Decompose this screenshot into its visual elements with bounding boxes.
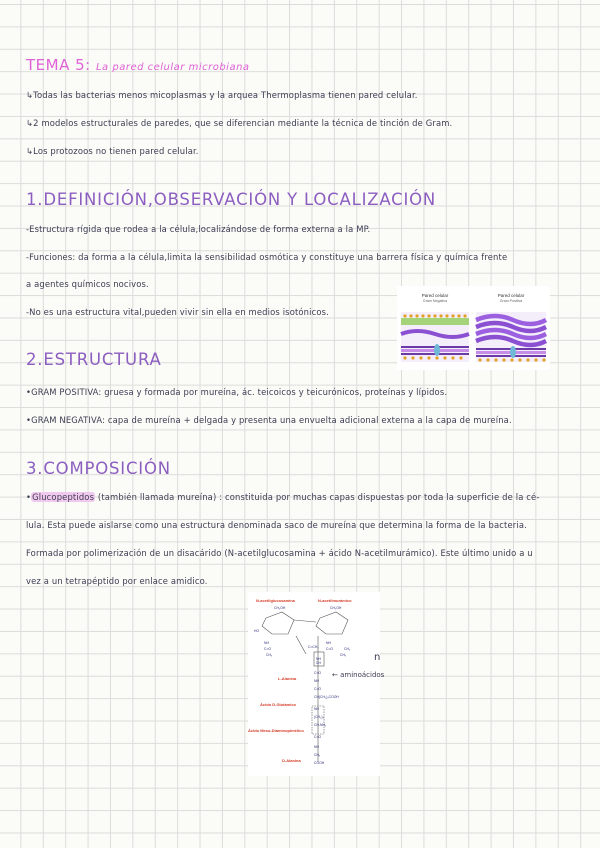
intro-line-2: ↳2 modelos estructurales de paredes, que se diferencian mediante la técnica de tinción de Gram. [26,118,453,128]
s3-line-1-rest: (también llamada mureína) : constituida por muchas capas dispuestas por toda la superficie de la cé- [95,492,540,502]
intro-line-1: ↳Todas las bacterias menos micoplasmas y la arquea Thermoplasma tienen pared celular. [26,90,418,100]
wall-left-sub: Gram Negativa [422,299,448,303]
title-subtitle: La pared celular microbiana [95,62,250,73]
svg-text:CH₃: CH₃ [266,653,273,657]
nag-label: N-acetilglucosamina [256,598,295,603]
peptidoglycan-structure [248,592,380,776]
svg-text:C=O: C=O [314,671,322,675]
svg-text:C=O: C=O [326,647,334,651]
svg-text:NH: NH [314,679,319,683]
wall-left-title: Pared celular [421,293,449,298]
s1-line-4: -No es una estructura vital,pueden vivir sin ella en medios isotónicos. [26,307,329,317]
nam-label: N-acetilmurámico [318,598,352,603]
section-heading-1: 1.DEFINICIÓN,OBSERVACIÓN Y LOCALIZACIÓN [26,190,437,209]
l-alanina-label: L-Alanina [278,676,297,681]
svg-text:NH: NH [314,745,319,749]
intro-line-3: ↳Los protozoos no tienen pared celular. [26,146,199,156]
wall-right-sub: Gram Positiva [499,299,523,303]
svg-text:NH: NH [314,707,319,711]
diaminopimelico-label: Ácido Meso-Diaminopimélico [248,728,304,733]
svg-text:CH: CH [316,661,321,665]
page-title [26,56,250,74]
svg-text:C=CH₃: C=CH₃ [308,645,319,649]
s1-line-2: -Funciones: da forma a la célula,limita la sensibilidad osmótica y constituye una barrera física y química frente [26,252,508,262]
s3-line-1: •Glucopeptidos (también llamada mureína) : constituida por muchas capas dispuestas por toda la superficie de la cé- [26,492,540,502]
s1-line-3: a agentes químicos nocivos. [26,279,149,289]
svg-text:C=O: C=O [314,735,322,739]
s3-line-4: vez a un tetrapéptido por enlace amidico. [26,576,208,586]
svg-text:NH: NH [326,641,331,645]
section-heading-2: 2.ESTRUCTURA [26,350,162,369]
s3-line-3: Formada por polimerización de un disacárido (N-acetilglucosamina + ácido N-acetilmurámico). Este último unido a u [26,548,533,558]
wall-right-title: Pared celular [497,293,525,298]
s2-line-1: •GRAM POSITIVA: gruesa y formada por mureína, ác. teicoicos y teicurónicos, proteínas y lípidos. [26,387,448,397]
peptidoglycan-figure [248,592,380,776]
title-main: TEMA 5: [26,56,96,74]
svg-text:NH: NH [264,641,269,645]
svg-text:CH₃: CH₃ [344,647,351,651]
svg-text:NH: NH [316,657,321,661]
svg-text:CH₂OH: CH₂OH [330,606,342,610]
svg-text:C=O: C=O [314,687,322,691]
svg-text:HO: HO [254,629,260,633]
svg-text:CH₃: CH₃ [314,753,321,757]
s1-line-1: -Estructura rígida que rodea a la célula,localizándose de forma externa a la MP. [26,224,371,234]
d-alanina-label: D-Alanina [282,758,301,763]
svg-text:(CH₂)₃: (CH₂)₃ [314,715,324,719]
svg-text:CH(CH₂)₂COOH: CH(CH₂)₂COOH [314,695,339,699]
cell-wall-figure [397,286,550,370]
aminoacidos-annotation: ← aminoácidos [332,671,385,679]
section-heading-3: 3.COMPOSICIÓN [26,459,171,478]
d-glutamico-label: Ácido D-Glutámico [260,702,297,707]
svg-text:C=O: C=O [264,647,272,651]
svg-text:COOH: COOH [314,761,325,765]
gram-positive-wall [476,312,546,362]
gram-negative-wall [401,312,469,362]
s2-line-2: •GRAM NEGATIVA: capa de mureína + delgada y presenta una envuelta adicional externa a la capa de mureína. [26,415,512,425]
glucopeptidos-term: Glucopeptidos [32,492,95,502]
s3-line-2: lula. Esta puede aislarse como una estructura denominada saco de mureína que determina la forma de la bacteria. [26,520,527,530]
n-label: n [374,652,381,663]
svg-text:CH₃: CH₃ [340,653,347,657]
cell-wall-illustration [397,286,550,370]
svg-text:CH₂OH: CH₂OH [274,606,286,610]
svg-text:CH-NH₂: CH-NH₂ [314,723,327,727]
